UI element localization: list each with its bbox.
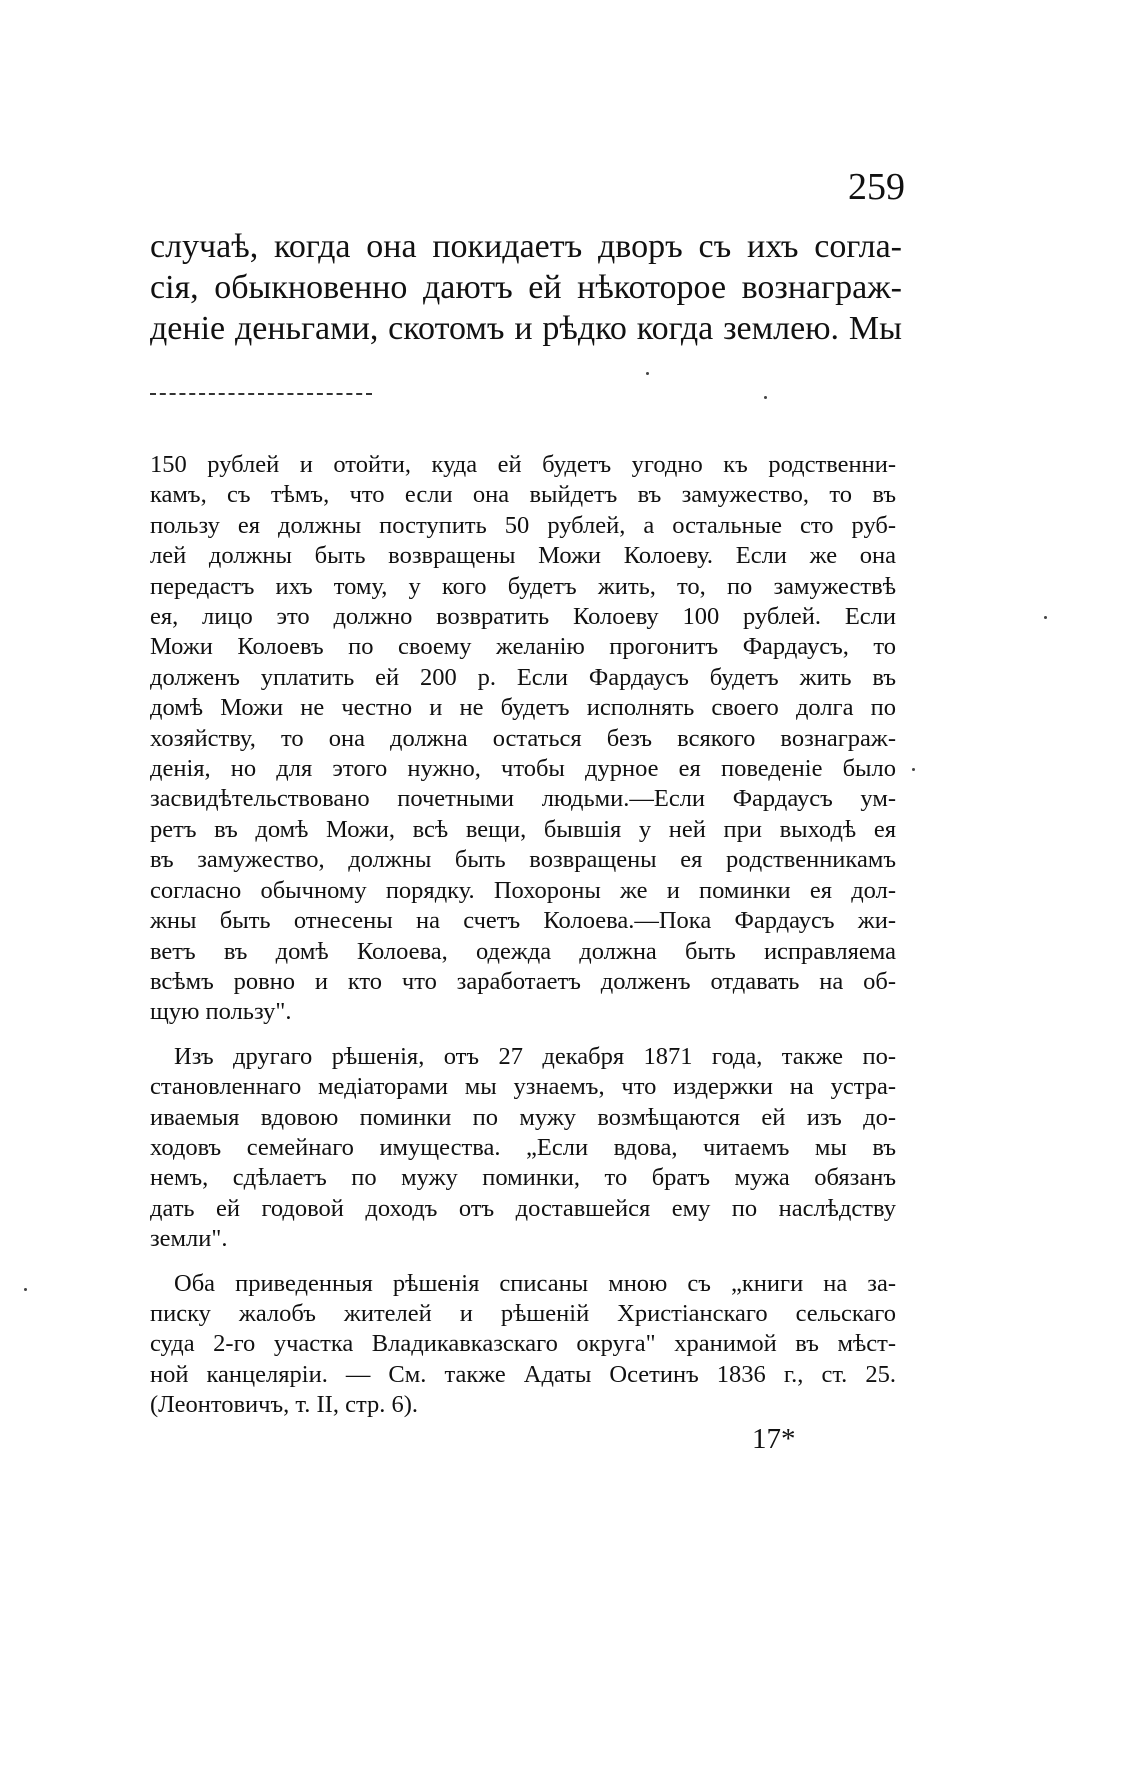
footnote-line: дать ей годовой доходъ отъ доставшейся ему по наслѣдству xyxy=(150,1194,896,1222)
scan-speck xyxy=(24,1288,27,1291)
footnote-line: камъ, съ тѣмъ, что если она выйдетъ въ замужество, то въ xyxy=(150,481,896,509)
footnote-line: ходовъ семейнаго имущества. „Если вдова, читаемъ мы въ xyxy=(150,1133,896,1161)
scan-speck xyxy=(646,372,649,375)
main-text xyxy=(150,226,902,349)
footnote-line: долженъ уплатить ей 200 р. Если Фардаусъ будетъ жить въ xyxy=(150,663,896,691)
footnote-paragraph-3 xyxy=(150,1269,896,1421)
footnote xyxy=(150,450,896,1421)
footnote-line: земли". xyxy=(150,1225,228,1253)
scan-speck xyxy=(1044,616,1047,619)
footnote-line: передастъ ихъ тому, у кого будетъ жить, то, по замужествѣ xyxy=(150,572,896,600)
footnote-line: ретъ въ домѣ Можи, всѣ вещи, бывшія у ней при выходѣ ея xyxy=(150,815,896,843)
footnote-line: писку жалобъ жителей и рѣшеній Христіанскаго сельскаго xyxy=(150,1299,896,1327)
footnote-line: засвидѣтельствовано почетными людьми.—Если Фардаусъ ум- xyxy=(150,785,896,813)
page-number: 259 xyxy=(848,166,905,208)
scan-speck xyxy=(764,396,767,399)
footnote-line: (Леонтовичъ, т. II, стр. 6). xyxy=(150,1391,418,1419)
main-text-line: случаѣ, когда она покидаетъ дворъ съ ихъ согла- xyxy=(150,228,902,265)
footnote-line: ной канцеляріи. — См. также Адаты Осетинъ 1836 г., ст. 25. xyxy=(150,1360,896,1388)
footnote-line: суда 2-го участка Владикавказскаго округа" хранимой въ мѣст- xyxy=(150,1330,896,1358)
main-text-line: деніе деньгами, скотомъ и рѣдко когда землею. Мы xyxy=(150,310,902,347)
scan-speck xyxy=(912,768,915,771)
footnote-line: жны быть отнесены на счетъ Колоева.—Пока Фардаусъ жи- xyxy=(150,907,896,935)
footnote-paragraph-2 xyxy=(150,1042,896,1255)
footnote-line: Оба приведенныя рѣшенія списаны мною съ „книги на за- xyxy=(174,1269,896,1297)
main-text-line: сія, обыкновенно даютъ ей нѣкоторое вознаграж- xyxy=(150,269,902,306)
footnote-line: 150 рублей и отойти, куда ей будетъ угодно къ родственни- xyxy=(150,451,896,478)
footnote-line: хозяйству, то она должна остаться безъ всякого вознаграж- xyxy=(150,724,896,752)
footnote-line: ветъ въ домѣ Колоева, одежда должна быть исправляема xyxy=(150,937,896,965)
footnote-line: лей должны быть возвращены Можи Колоеву. Если же она xyxy=(150,542,896,570)
paragraph-gap xyxy=(150,1255,896,1269)
signature-mark: 17* xyxy=(752,1423,796,1455)
footnote-line: иваемыя вдовою поминки по мужу возмѣщаются ей изъ до- xyxy=(150,1103,896,1131)
footnote-line: щую пользу". xyxy=(150,998,292,1026)
footnote-line: всѣмъ ровно и кто что заработаетъ долженъ отдавать на об- xyxy=(150,967,896,995)
footnote-paragraph-1 xyxy=(150,450,896,1028)
footnote-line: Изъ другаго рѣшенія, отъ 27 декабря 1871 года, также по- xyxy=(174,1042,896,1070)
footnote-separator-rule xyxy=(150,393,372,395)
footnote-line: согласно обычному порядку. Похороны же и поминки ея дол- xyxy=(150,876,896,904)
footnote-line: въ замужество, должны быть возвращены ея родственникамъ xyxy=(150,846,896,874)
footnote-line: денія, но для этого нужно, чтобы дурное ея поведеніе было xyxy=(150,755,896,783)
footnote-line: немъ, сдѣлаетъ по мужу поминки, то братъ мужа обязанъ xyxy=(150,1164,896,1192)
footnote-line: Можи Колоевъ по своему желанію прогонитъ Фардаусъ, то xyxy=(150,633,896,661)
footnote-line: пользу ея должны поступить 50 рублей, а остальные сто руб- xyxy=(150,511,896,539)
footnote-line: ея, лицо это должно возвратить Колоеву 100 рублей. Если xyxy=(150,603,896,631)
footnote-line: становленнаго медіаторами мы узнаемъ, что издержки на устра- xyxy=(150,1073,896,1101)
paragraph-gap xyxy=(150,1028,896,1042)
footnote-line: домѣ Можи не честно и не будетъ исполнять своего долга по xyxy=(150,694,896,722)
